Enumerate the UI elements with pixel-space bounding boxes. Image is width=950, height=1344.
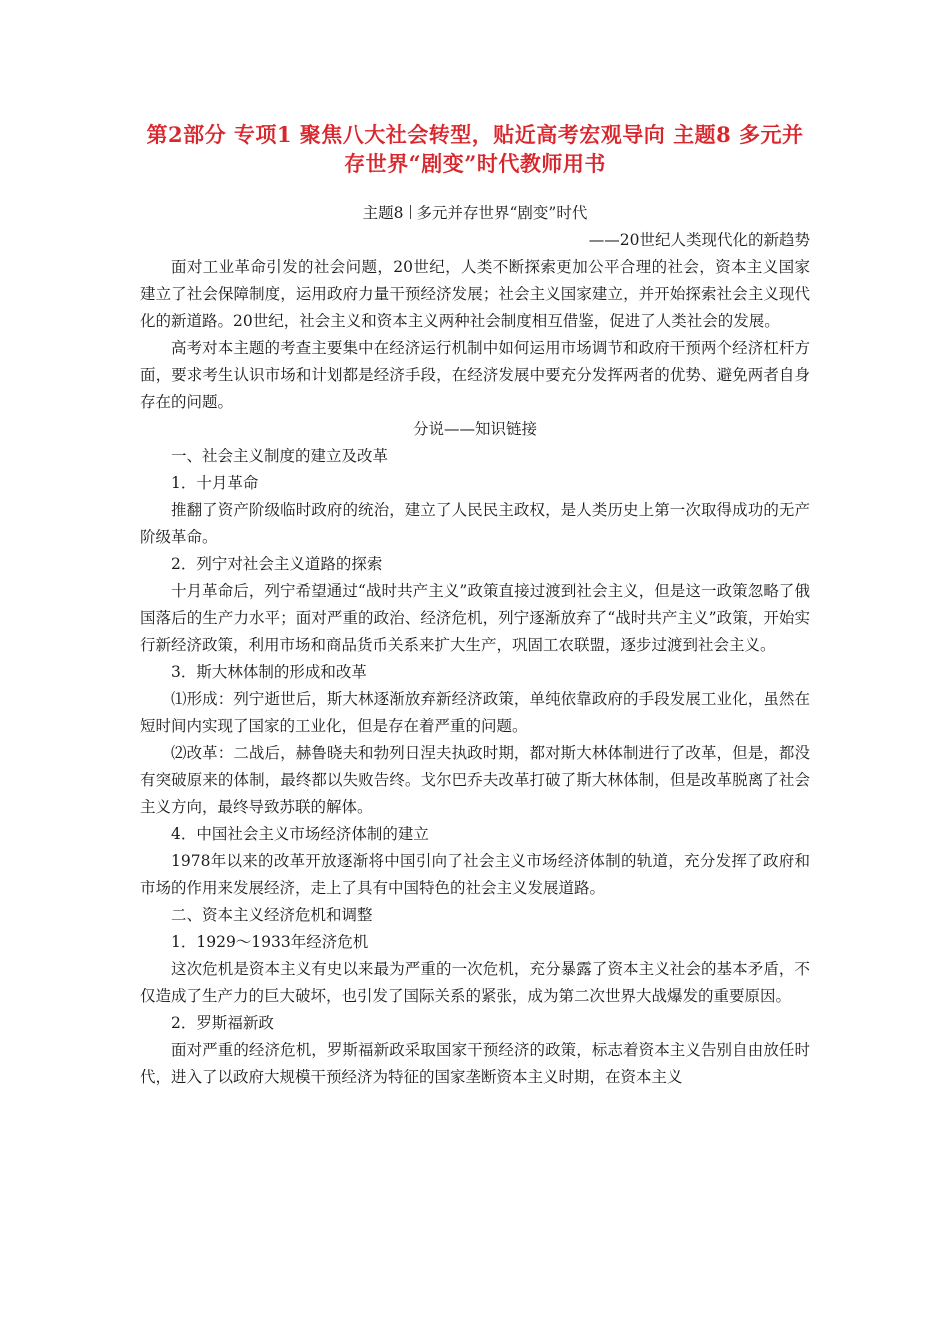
- intro-paragraph-2: 高考对本主题的考查主要集中在经济运行机制中如何运用市场调节和政府干预两个经济杠杆方面，要求考生认识市场和计划都是经济手段，在经济发展中要充分发挥两者的优势、避免两者自身存在的问题。: [140, 339, 810, 411]
- part2-heading: 二、资本主义经济危机和调整: [171, 906, 373, 924]
- part2-item1-text: 这次危机是资本主义有史以来最为严重的一次危机，充分暴露了资本主义社会的基本矛盾，不仅造成了生产力的巨大破坏，也引发了国际关系的紧张，成为第二次世界大战爆发的重要原因。: [140, 960, 810, 1005]
- part1-item1-text: 推翻了资产阶级临时政府的统治，建立了人民民主政权，是人类历史上第一次取得成功的无产阶级革命。: [140, 501, 810, 546]
- part1-item2-text: 十月革命后，列宁希望通过“战时共产主义”政策直接过渡到社会主义，但是这一政策忽略了俄国落后的生产力水平；面对严重的政治、经济危机，列宁逐渐放弃了“战时共产主义”政策，开始实行新经济政策，利用市场和商品货币关系来扩大生产，巩固工农联盟，逐步过渡到社会主义。: [140, 582, 810, 654]
- document-body: [140, 200, 810, 1091]
- part1-item1-heading: 1．十月革命: [171, 474, 259, 492]
- part1-item2-heading: 2．列宁对社会主义道路的探索: [171, 555, 383, 573]
- document-title: 第2部分 专项1 聚焦八大社会转型，贴近高考宏观导向 主题8 多元并存世界“剧变”时代教师用书: [146, 122, 804, 176]
- section-heading: 分说——知识链接: [412, 420, 537, 438]
- part2-item2-heading: 2．罗斯福新政: [171, 1014, 274, 1032]
- theme-heading: [140, 200, 810, 227]
- part2-item1-heading: 1．1929～1933年经济危机: [171, 933, 369, 951]
- theme-subtitle: ——20世纪人类现代化的新趋势: [588, 231, 810, 249]
- part1-heading: 一、社会主义制度的建立及改革: [171, 447, 389, 465]
- theme-number: 主题8: [362, 204, 404, 222]
- part1-item3-text1: ⑴形成：列宁逝世后，斯大林逐渐放弃新经济政策，单纯依靠政府的手段发展工业化，虽然在短时间内实现了国家的工业化，但是存在着严重的问题。: [140, 690, 810, 735]
- part1-item3-heading: 3．斯大林体制的形成和改革: [171, 663, 367, 681]
- theme-name: 多元并存世界“剧变”时代: [416, 204, 588, 222]
- part2-item2-text: 面对严重的经济危机，罗斯福新政采取国家干预经济的政策，标志着资本主义告别自由放任时代，进入了以政府大规模干预经济为特征的国家垄断资本主义时期，在资本主义: [140, 1041, 810, 1086]
- part1-item4-heading: 4．中国社会主义市场经济体制的建立: [171, 825, 429, 843]
- part1-item3-text2: ⑵改革：二战后，赫鲁晓夫和勃列日涅夫执政时期，都对斯大林体制进行了改革，但是，都没有突破原来的体制，最终都以失败告终。戈尔巴乔夫改革打破了斯大林体制，但是改革脱离了社会主义方向，最终导致苏联的解体。: [140, 744, 810, 816]
- intro-paragraph-1: 面对工业革命引发的社会问题，20世纪，人类不断探索更加公平合理的社会，资本主义国家建立了社会保障制度，运用政府力量干预经济发展；社会主义国家建立，并开始探索社会主义现代化的新道路。20世纪，社会主义和资本主义两种社会制度相互借鉴，促进了人类社会的发展。: [140, 258, 810, 330]
- part1-item4-text: 1978年以来的改革开放逐渐将中国引向了社会主义市场经济体制的轨道，充分发挥了政府和市场的作用来发展经济，走上了具有中国特色的社会主义发展道路。: [140, 852, 810, 897]
- theme-separator: [410, 205, 411, 219]
